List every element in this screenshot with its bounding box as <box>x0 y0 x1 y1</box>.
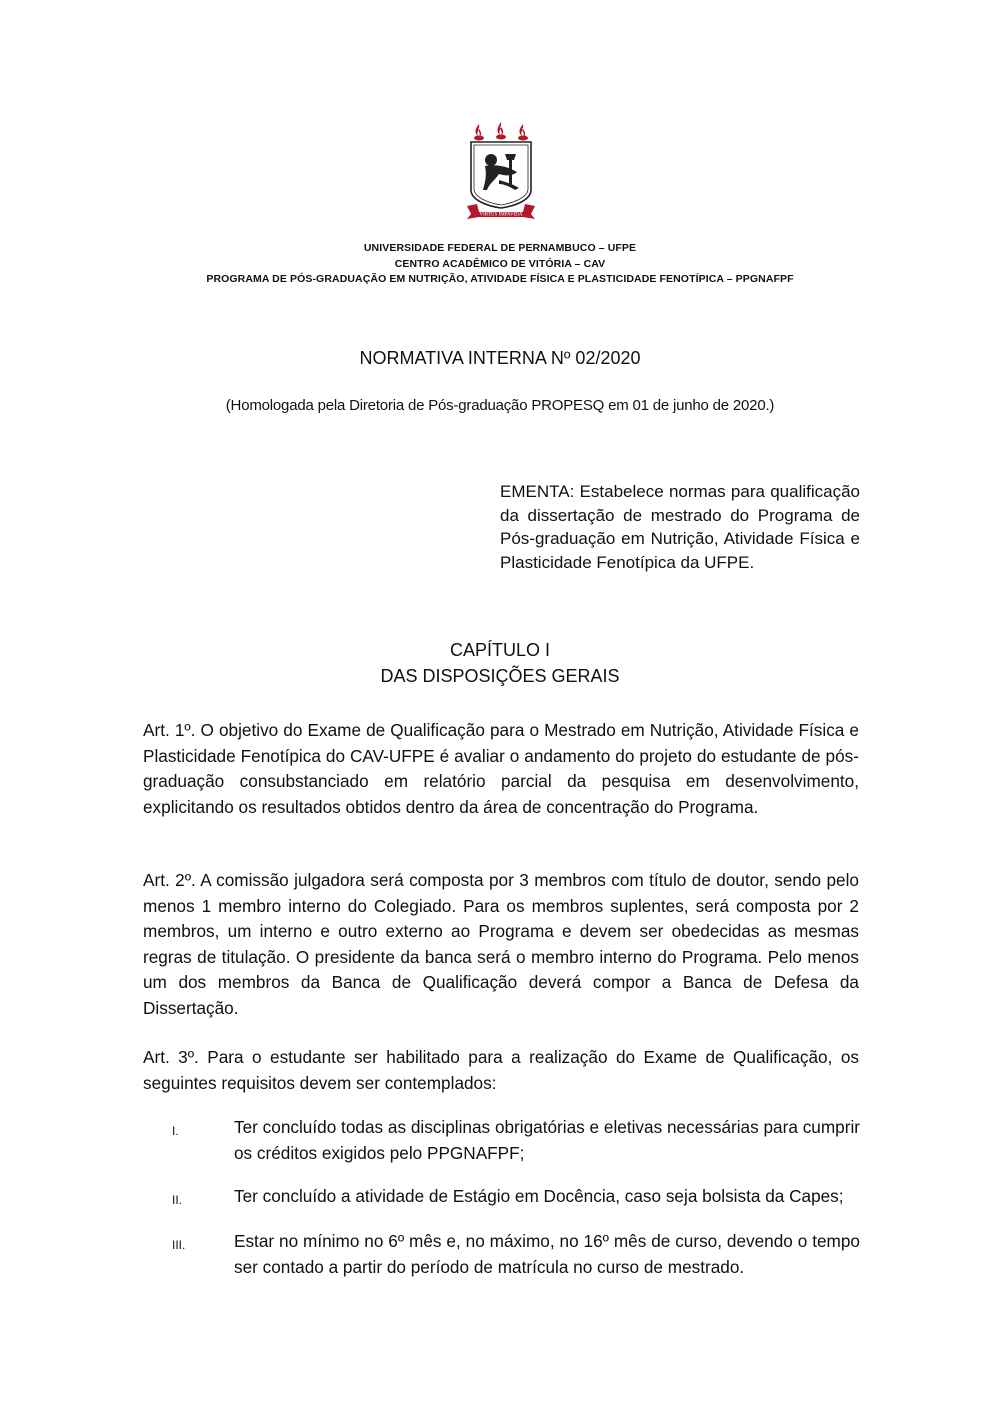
center-name: CENTRO ACADÊMICO DE VITÓRIA – CAV <box>394 258 606 270</box>
chapter-title: DAS DISPOSIÇÕES GERAIS <box>380 666 620 686</box>
list-item-number: II. <box>172 1193 183 1207</box>
list-item-text: Ter concluído a atividade de Estágio em Docência, caso seja bolsista da Capes; <box>234 1186 844 1206</box>
article-2: Art. 2º. A comissão julgadora será composta por 3 membros com título de doutor, sendo pelo menos 1 membro interno do Colegiado. Para os membros suplentes, será composta por 2 membros, um interno e outro externo ao Programa e devem ser obedecidas as mesmas regras de titulação. O presidente da banca será o membro interno do Programa. Pelo menos um dos membros da Banca de Qualificação deverá compor a Banca de Defesa da Dissertação. <box>143 870 859 1018</box>
article-3: Art. 3º. Para o estudante ser habilitado para a realização do Exame de Qualificação, os seguintes requisitos devem ser contemplados: <box>143 1047 859 1093</box>
article-1: Art. 1º. O objetivo do Exame de Qualificação para o Mestrado em Nutrição, Atividade Física e Plasticidade Fenotípica do CAV-UFPE é avaliar o andamento do projeto do estudante de pós-graduação consubstanciado em relatório parcial da pesquisa em desenvolvimento, explicitando os resultados obtidos dentro da área de concentração do Programa. <box>143 720 859 817</box>
document-title: NORMATIVA INTERNA Nº 02/2020 <box>359 348 641 368</box>
list-item-number: I. <box>172 1124 179 1138</box>
program-name: PROGRAMA DE PÓS-GRADUAÇÃO EM NUTRIÇÃO, ATIVIDADE FÍSICA E PLASTICIDADE FENOTÍPICA – PPGNAFPF <box>206 273 794 285</box>
chapter-number: CAPÍTULO I <box>449 640 551 660</box>
institution-name: UNIVERSIDADE FEDERAL DE PERNAMBUCO – UFPE <box>363 242 637 254</box>
list-item-number: III. <box>172 1238 186 1252</box>
ufpe-logo <box>465 120 537 220</box>
ementa-block: EMENTA: Estabelece normas para qualificação da dissertação de mestrado do Programa de Pós-graduação em Nutrição, Atividade Física e Plasticidade Fenotípica da UFPE. <box>500 482 860 572</box>
list-item-text: Estar no mínimo no 6º mês e, no máximo, no 16º mês de curso, devendo o tempo ser contado a partir do período de matrícula no curso de mestrado. <box>234 1231 860 1277</box>
list-item-text: Ter concluído todas as disciplinas obrigatórias e eletivas necessárias para cumprir os créditos exigidos pelo PPGNAFPF; <box>234 1117 860 1163</box>
logo-motto: VIRTUS IMPAVIDA <box>479 212 523 218</box>
homologation-note: (Homologada pela Diretoria de Pós-graduação PROPESQ em 01 de junho de 2020.) <box>225 397 775 414</box>
